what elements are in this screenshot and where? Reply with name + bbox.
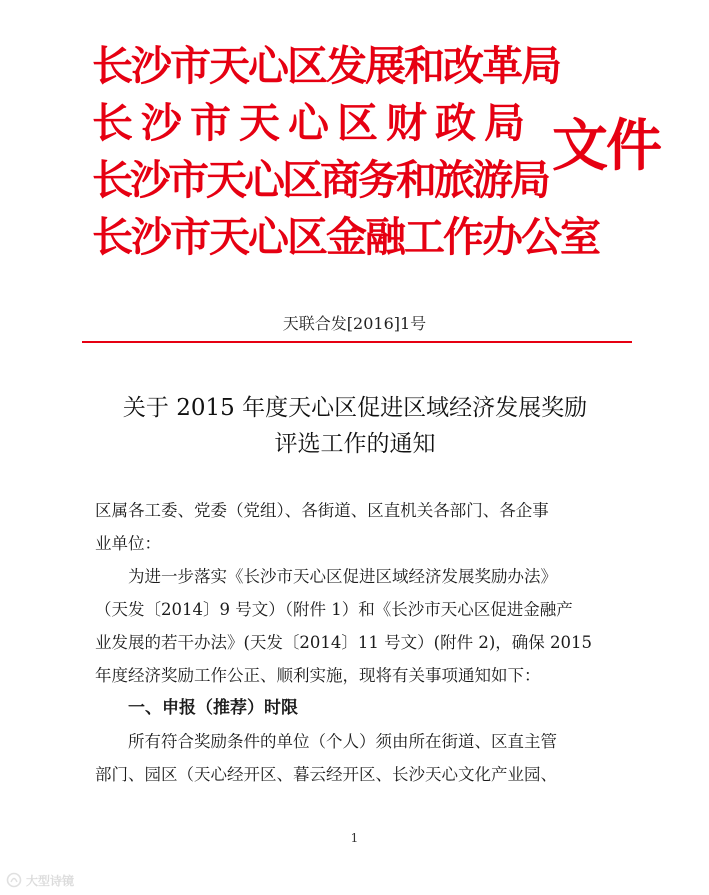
title-line-1: 关于 2015 年度天心区促进区域经济发展奖励 bbox=[122, 395, 588, 421]
page-number: 1 bbox=[350, 831, 359, 845]
paragraph-line-2: （天发〔2014〕9 号文）（附件 1）和《长沙市天心区促进金融产 bbox=[95, 600, 573, 619]
issuer-financial-work-office: 长沙市天心区金融工作办公室 bbox=[92, 213, 599, 261]
section-heading-1: 一、申报（推荐）时限 bbox=[128, 698, 298, 718]
document-body bbox=[95, 494, 615, 791]
watermark-text: 大型诗镜 bbox=[26, 873, 75, 888]
paragraph-line-1: 为进一步落实《长沙市天心区促进区域经济发展奖励办法》 bbox=[128, 567, 557, 586]
section-line-2: 部门、园区（天心经开区、暮云经开区、长沙天心文化产业园、 bbox=[95, 765, 557, 784]
section-line-1: 所有符合奖励条件的单位（个人）须由所在街道、区直主管 bbox=[128, 732, 557, 751]
paragraph-line-3: 业发展的若干办法》(天发〔2014〕11 号文）(附件 2)，确保 2015 bbox=[95, 633, 593, 652]
issuer-list bbox=[92, 38, 599, 266]
issuer-commerce-tourism-bureau: 长沙市天心区商务和旅游局 bbox=[92, 156, 548, 204]
issuer-finance-bureau: 长沙市天心区财政局 bbox=[92, 99, 533, 147]
addressee-line-1: 区属各工委、党委（党组）、各街道、区直机关各部门、各企事 bbox=[95, 501, 549, 520]
document-number: 天联合发[2016]1号 bbox=[282, 314, 427, 333]
title-line-2: 评选工作的通知 bbox=[274, 431, 436, 457]
paragraph-line-4: 年度经济奖励工作公正、顺利实施，现将有关事项通知如下： bbox=[95, 666, 541, 685]
red-divider bbox=[82, 341, 632, 343]
document-label: 文件 bbox=[552, 114, 660, 179]
addressee-line-2: 业单位： bbox=[95, 534, 161, 553]
document-title bbox=[60, 390, 650, 462]
issuer-development-reform-bureau: 长沙市天心区发展和改革局 bbox=[92, 42, 560, 90]
watermark bbox=[6, 870, 74, 890]
logo-icon bbox=[6, 872, 22, 888]
